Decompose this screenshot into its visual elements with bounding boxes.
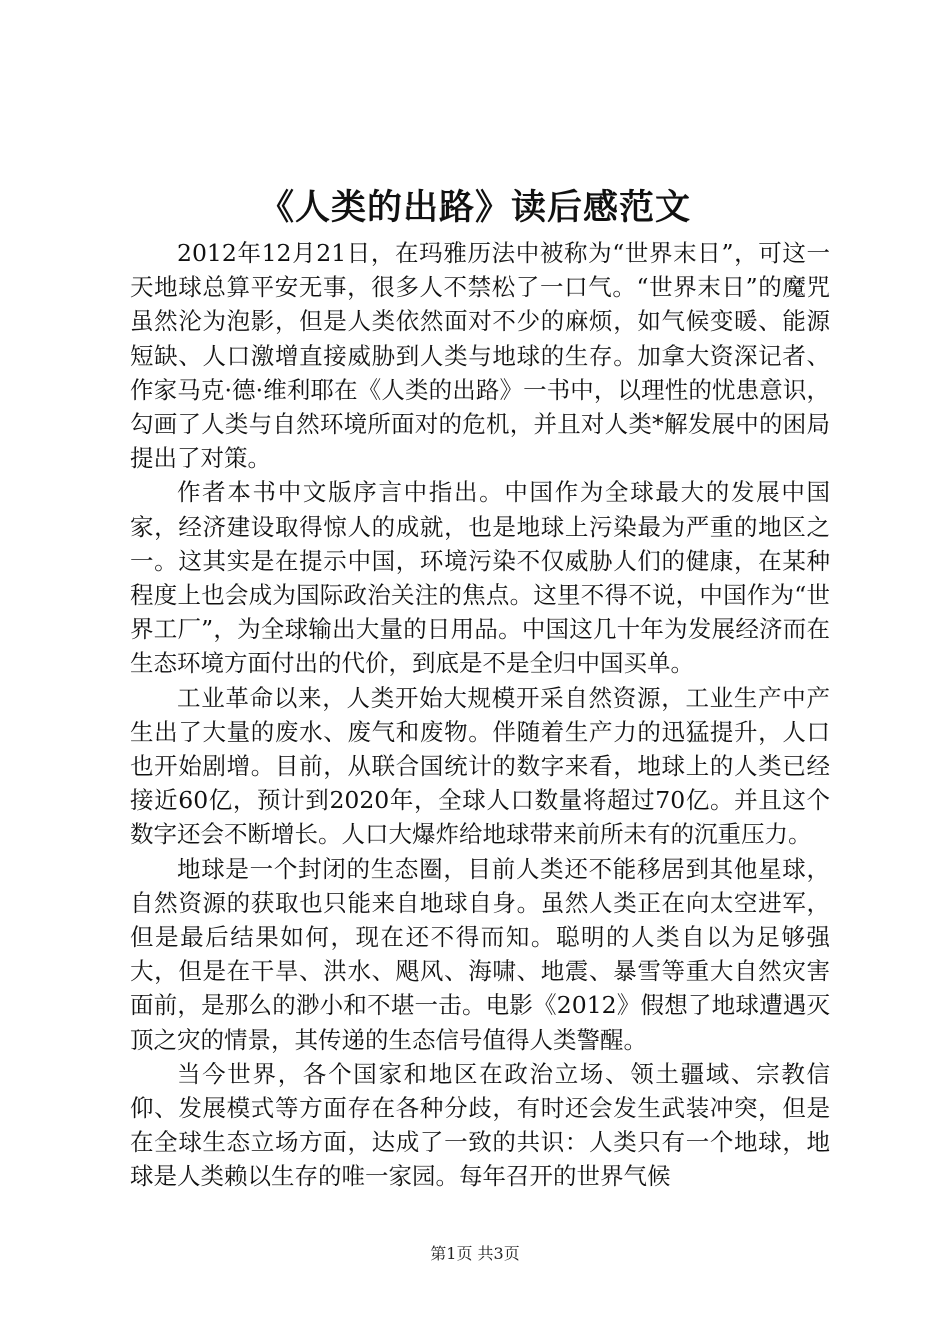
paragraph: 当今世界，各个国家和地区在政治立场、领土疆域、宗教信仰、发展模式等方面存在各种分歧，有时还会发生武装冲突，但是在全球生态立场方面，达成了一致的共识：人类只有一个地球，地球是人类赖以生存的唯一家园。每年召开的世界气候 bbox=[130, 1059, 830, 1191]
paragraph: 工业革命以来，人类开始大规模开采自然资源，工业生产中产生出了大量的废水、废气和废物。伴随着生产力的迅猛提升，人口也开始剧增。目前，从联合国统计的数字来看，地球上的人类已经接近60亿，预计到2020年，全球人口数量将超过70亿。并且这个数字还会不断增长。人口大爆炸给地球带来前所未有的沉重压力。 bbox=[130, 683, 830, 849]
paragraph: 地球是一个封闭的生态圈，目前人类还不能移居到其他星球，自然资源的获取也只能来自地球自身。虽然人类正在向太空进军，但是最后结果如何，现在还不得而知。聪明的人类自以为足够强大，但是在干旱、洪水、飓风、海啸、地震、暴雪等重大自然灾害面前，是那么的渺小和不堪一击。电影《2012》假想了地球遭遇灭顶之灾的情景，其传递的生态信号值得人类警醒。 bbox=[130, 854, 830, 1054]
document-title: 《人类的出路》读后感范文 bbox=[258, 187, 691, 228]
paragraph: 作者本书中文版序言中指出。中国作为全球最大的发展中国家，经济建设取得惊人的成就，也是地球上污染最为严重的地区之一。这其实是在提示中国，环境污染不仅威胁人们的健康，在某种程度上也会成为国际政治关注的焦点。这里不得不说，中国作为“世界工厂”，为全球输出大量的日用品。中国这几十年为发展经济而在生态环境方面付出的代价，到底是不是全归中国买单。 bbox=[130, 478, 830, 678]
page-number-footer: 第1页 共3页 bbox=[430, 1244, 520, 1263]
paragraph: 2012年12月21日，在玛雅历法中被称为“世界末日”，可这一天地球总算平安无事，很多人不禁松了一口气。“世界末日”的魔咒虽然沦为泡影，但是人类依然面对不少的麻烦，如气候变暖、能源短缺、人口激增直接威胁到人类与地球的生存。加拿大资深记者、作家马克·德·维利耶在《人类的出路》一书中，以理性的忧患意识，勾画了人类与自然环境所面对的危机，并且对人类*解发展中的困局提出了对策。 bbox=[130, 239, 830, 473]
document-body bbox=[130, 236, 830, 1194]
